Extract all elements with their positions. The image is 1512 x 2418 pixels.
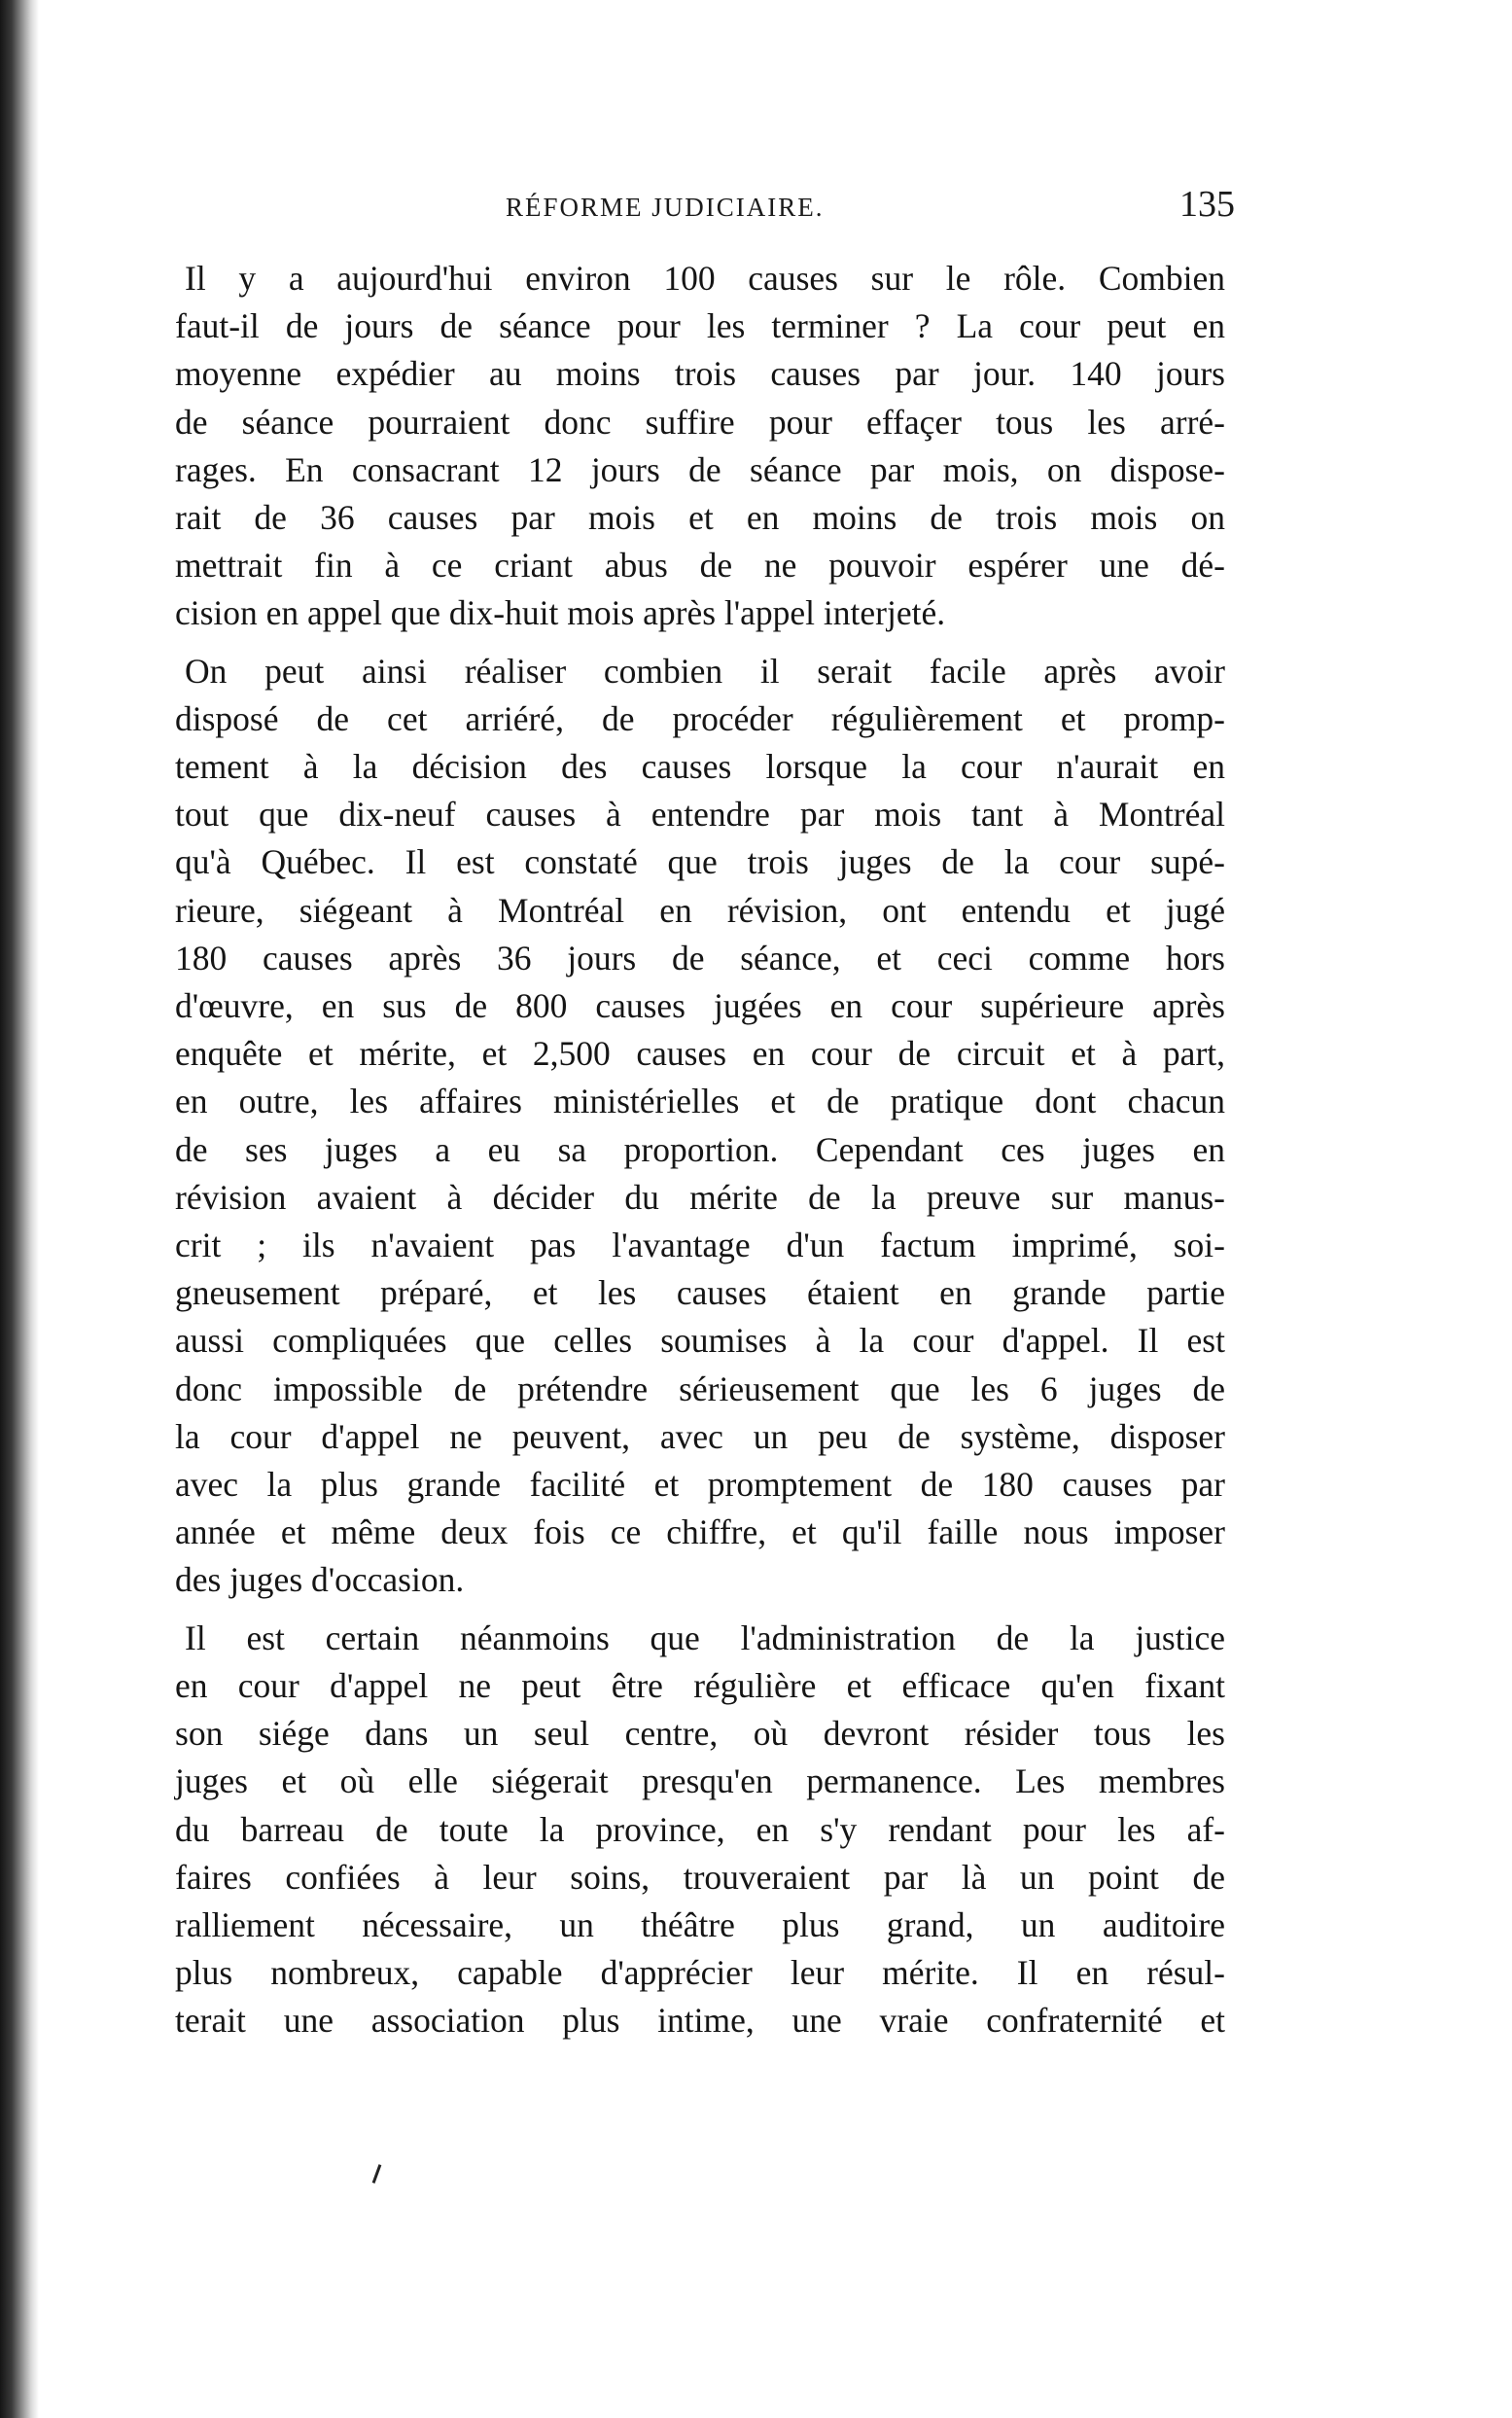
text-line: moyenne expédier au moins trois causes par jour. 140 jours (175, 354, 1225, 394)
text-line: faires confiées à leur soins, trouveraient par là un point de (175, 1857, 1225, 1897)
text-line: plus nombreux, capable d'apprécier leur mérite. Il en résul- (175, 1953, 1225, 1993)
text-line: de séance pourraient donc suffire pour effaçer tous les arré- (175, 402, 1225, 442)
text-line: enquête et mérite, et 2,500 causes en cour de circuit et à part, (175, 1034, 1225, 1074)
paragraph (175, 648, 1225, 1605)
text-line: d'œuvre, en sus de 800 causes jugées en cour supérieure après (175, 986, 1225, 1026)
text-line: cision en appel que dix-huit mois après l'appel interjeté. (175, 593, 946, 633)
text-line: donc impossible de prétendre sérieusement que les 6 juges de (175, 1369, 1225, 1408)
text-line: année et même deux fois ce chiffre, et qu'il faille nous imposer (175, 1512, 1225, 1552)
text-line: révision avaient à décider du mérite de la preuve sur manus- (175, 1177, 1225, 1217)
text-line: rait de 36 causes par mois et en moins de trois mois on (175, 498, 1225, 538)
text-line: disposé de cet arriéré, de procéder régulièrement et promp- (175, 698, 1225, 738)
paragraph (175, 255, 1225, 638)
text-line: ralliement nécessaire, un théâtre plus grand, un auditoire (175, 1904, 1225, 1944)
text-line: du barreau de toute la province, en s'y rendant pour les af- (175, 1809, 1225, 1849)
text-line: gneusement préparé, et les causes étaient en grande partie (175, 1273, 1225, 1313)
paragraph (175, 1615, 1225, 2045)
text-line: faut-il de jours de séance pour les terminer ? La cour peut en (175, 306, 1225, 346)
text-line: qu'à Québec. Il est constaté que trois juges de la cour supé- (175, 842, 1225, 882)
text-line: aussi compliquées que celles soumises à la cour d'appel. Il est (175, 1321, 1225, 1361)
text-line: mettrait fin à ce criant abus de ne pouvoir espérer une dé- (175, 546, 1225, 586)
binding-edge (0, 0, 39, 2418)
text-line: tement à la décision des causes lorsque la cour n'aurait en (175, 747, 1225, 787)
page-header (175, 183, 1245, 231)
running-title: RÉFORME JUDICIAIRE. (506, 193, 825, 222)
text-line: de ses juges a eu sa proportion. Cependant ces juges en (175, 1129, 1225, 1169)
text-line: On peut ainsi réaliser combien il serait facile après avoir (185, 651, 1225, 691)
text-line: rages. En consacrant 12 jours de séance par mois, on dispose- (175, 449, 1225, 489)
text-line: en cour d'appel ne peut être régulière et efficace qu'en fixant (175, 1665, 1225, 1705)
stray-ink-mark (372, 2164, 382, 2184)
body-text (175, 255, 1225, 2055)
text-line: Il y a aujourd'hui environ 100 causes sur le rôle. Combien (185, 259, 1225, 298)
text-line: des juges d'occasion. (175, 1560, 465, 1600)
text-line: avec la plus grande facilité et promptement de 180 causes par (175, 1465, 1225, 1505)
text-line: terait une association plus intime, une vraie confraternité et (175, 2001, 1225, 2041)
page-number: 135 (1179, 184, 1235, 225)
text-line: tout que dix-neuf causes à entendre par mois tant à Montréal (175, 795, 1225, 835)
text-line: 180 causes après 36 jours de séance, et ceci comme hors (175, 938, 1225, 978)
text-line: son siége dans un seul centre, où devront résider tous les (175, 1714, 1225, 1754)
text-line: crit ; ils n'avaient pas l'avantage d'un factum imprimé, soi- (175, 1226, 1225, 1265)
text-line: Il est certain néanmoins que l'administration de la justice (185, 1618, 1225, 1657)
text-line: en outre, les affaires ministérielles et de pratique dont chacun (175, 1082, 1225, 1121)
text-line: la cour d'appel ne peuvent, avec un peu de système, disposer (175, 1416, 1225, 1456)
text-line: juges et où elle siégerait presqu'en permanence. Les membres (175, 1761, 1225, 1801)
text-line: rieure, siégeant à Montréal en révision, ont entendu et jugé (175, 890, 1225, 930)
